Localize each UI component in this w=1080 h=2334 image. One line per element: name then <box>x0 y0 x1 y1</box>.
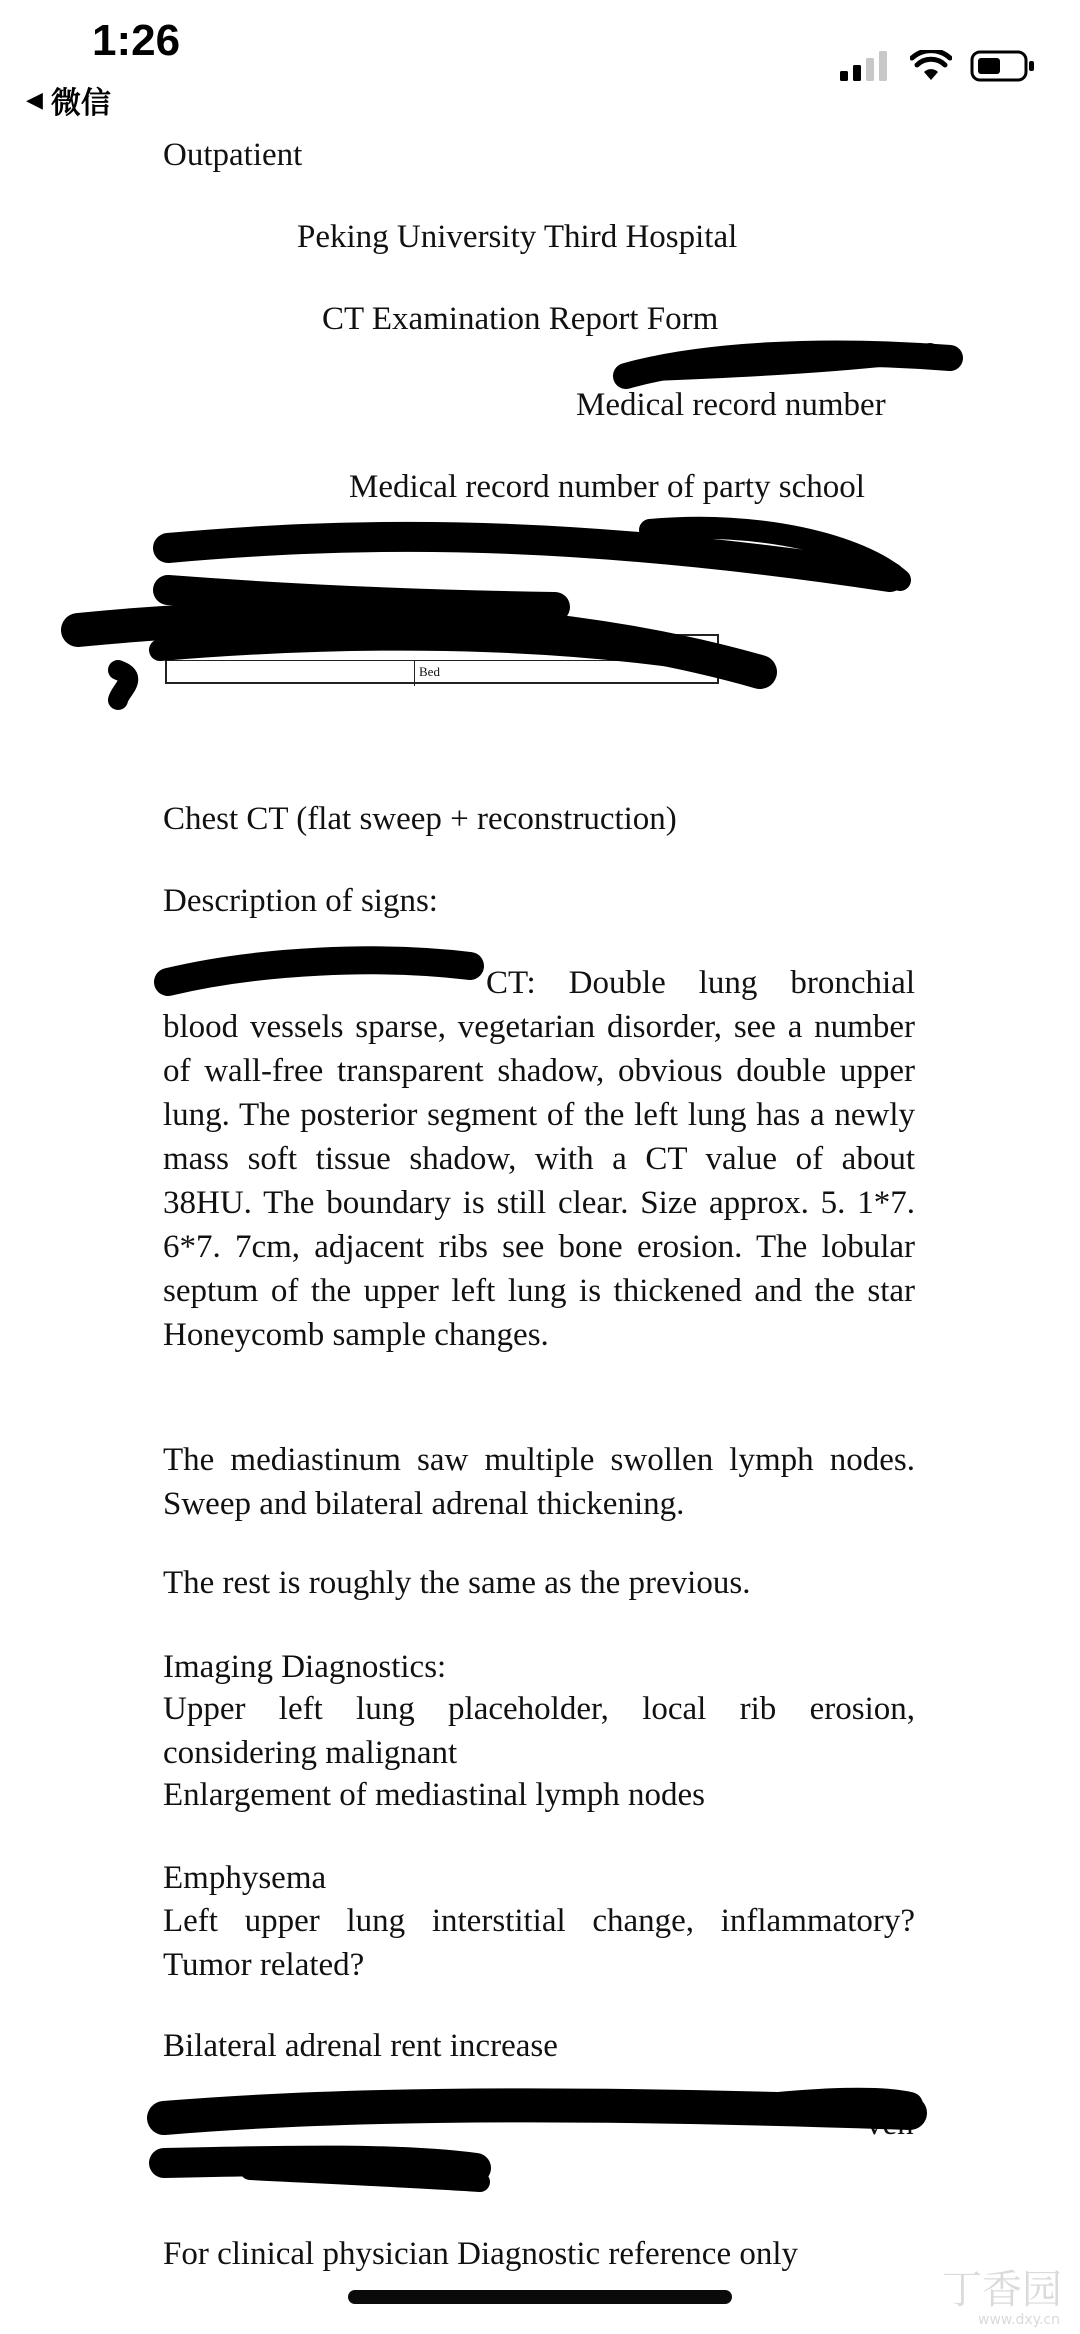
table-row-divider <box>167 660 717 661</box>
patient-info-table <box>165 634 719 684</box>
back-triangle-icon: ◀ <box>26 87 43 113</box>
status-time: 1:26 <box>92 16 181 65</box>
adrenal-line: Bilateral adrenal rent increase <box>163 2028 558 2064</box>
rest-paragraph: The rest is roughly the same as the previous. <box>163 1565 751 1601</box>
back-app-label: 微信 <box>50 86 111 121</box>
wifi-icon <box>910 50 952 82</box>
interstitial-paragraph: Left upper lung interstitial change, inflammatory? Tumor related? <box>163 1903 915 1983</box>
imaging-heading: Imaging Diagnostics: <box>163 1649 447 1685</box>
hospital-name: Peking University Third Hospital <box>297 219 738 255</box>
table-col-divider <box>414 660 415 686</box>
signature-tail: ven <box>866 2106 914 2142</box>
battery-icon <box>970 50 1036 82</box>
home-indicator[interactable] <box>348 2290 732 2304</box>
party-school-record-label: Medical record number of party school <box>349 469 865 505</box>
mediastinum-paragraph: The mediastinum saw multiple swollen lymph nodes. Sweep and bilateral adrenal thickening. <box>163 1442 915 1522</box>
footer-note: For clinical physician Diagnostic reference only <box>163 2236 799 2272</box>
outpatient-label: Outpatient <box>163 137 303 173</box>
form-title: CT Examination Report Form <box>322 301 719 337</box>
imaging-line-2: Enlargement of mediastinal lymph nodes <box>163 1777 705 1813</box>
watermark-site: www.dxy.cn <box>978 2312 1060 2328</box>
signal-icon <box>840 51 892 81</box>
signs-description: CT: Double lung bronchial blood vessels sparse, vegetarian disorder, see a number of wall-free transparent shadow, obvious double upper lung. The posterior segment of the left lung has a newly mass soft tissue shadow, with a CT value of about 38HU. The boundary is still clear. Size approx. 5. 1*7. 6*7. 7cm, adjacent ribs see bone erosion. The lobular septum of the upper left lung is thickened and the star Honeycomb sample changes. <box>163 965 915 1353</box>
back-to-app-button[interactable] <box>26 78 111 122</box>
bed-label: Bed <box>419 664 440 679</box>
status-bar <box>0 0 1080 130</box>
imaging-line-1: Upper left lung placeholder, local rib erosion, considering malignant <box>163 1691 915 1771</box>
status-icons <box>840 50 1036 82</box>
watermark-brand: 丁香园 <box>942 2267 1062 2313</box>
exam-title: Chest CT (flat sweep + reconstruction) <box>163 801 677 837</box>
signs-heading: Description of signs: <box>163 883 438 919</box>
medical-record-number-label: Medical record number <box>576 387 886 423</box>
emphysema-line: Emphysema <box>163 1860 327 1896</box>
